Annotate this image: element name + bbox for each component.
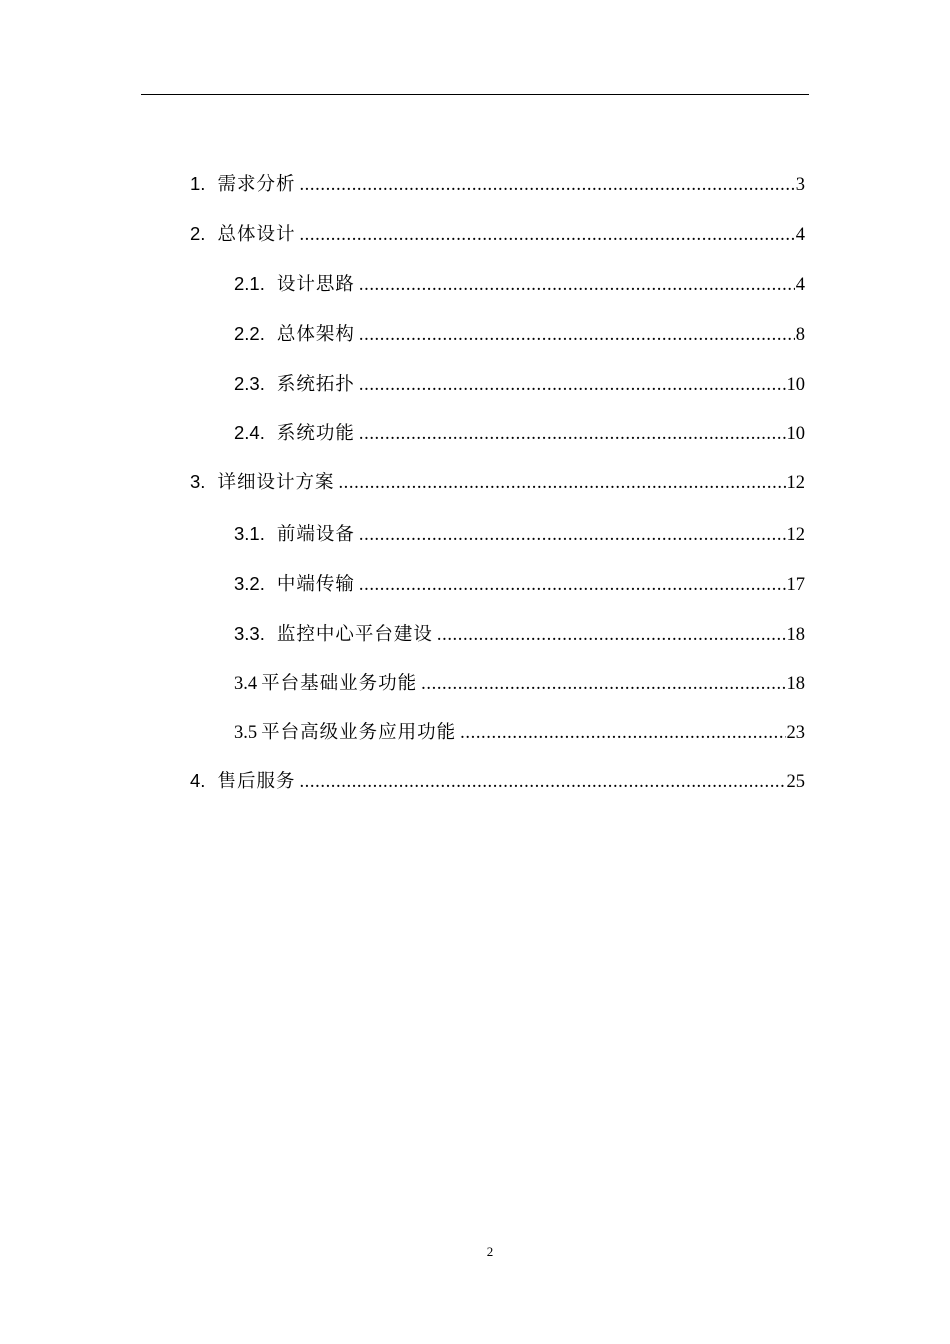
toc-entry-2-2[interactable]	[234, 322, 805, 347]
toc-entry-number: 2.3.	[234, 373, 265, 394]
toc-dot-leader	[359, 422, 786, 446]
toc-dot-leader	[437, 623, 786, 647]
toc-entry-3-4[interactable]	[234, 672, 805, 696]
toc-dot-leader	[299, 223, 794, 247]
toc-entry-number: 3.2.	[234, 573, 265, 594]
toc-entry-page: 12	[786, 525, 805, 545]
toc-entry-number: 3.3.	[234, 623, 265, 644]
toc-entry-number: 1.	[190, 173, 206, 194]
toc-entry-3-1[interactable]	[234, 522, 805, 547]
toc-entry-title: 总体设计	[217, 224, 296, 245]
toc-entry-4[interactable]	[190, 769, 805, 794]
toc-entry-title: 监控中心平台建设	[276, 624, 433, 645]
header-rule	[141, 94, 809, 95]
toc-entry-title: 中端传输	[276, 574, 355, 595]
toc-entry-page: 3	[795, 175, 805, 195]
toc-entry-3-2[interactable]	[234, 572, 805, 597]
toc-entry-3-3[interactable]	[234, 622, 805, 647]
toc-dot-leader	[359, 323, 795, 347]
toc-entry-title: 总体架构	[276, 324, 355, 345]
toc-entry-number: 3.5	[234, 723, 258, 743]
toc-entry-number: 3.1.	[234, 523, 265, 544]
toc-dot-leader	[359, 523, 786, 547]
toc-entry-number: 2.1.	[234, 273, 265, 294]
toc-entry-page: 25	[786, 772, 805, 792]
toc-entry-title: 设计思路	[276, 274, 355, 295]
toc-entry-3[interactable]	[190, 470, 805, 495]
toc-dot-leader	[338, 471, 785, 495]
toc-entry-number: 3.4	[234, 674, 258, 694]
toc-entry-page: 4	[795, 225, 805, 245]
toc-entry-title: 平台高级业务应用功能	[261, 722, 457, 743]
toc-entry-page: 8	[795, 325, 805, 345]
toc-dot-leader	[359, 273, 795, 297]
toc-entry-title: 系统拓扑	[276, 374, 355, 395]
toc-entry-title: 需求分析	[217, 174, 296, 195]
toc-entry-number: 2.4.	[234, 422, 265, 443]
toc-dot-leader	[359, 373, 786, 397]
toc-entry-2-1[interactable]	[234, 272, 805, 297]
toc-entry-page: 18	[786, 625, 805, 645]
toc-entry-number: 2.	[190, 223, 206, 244]
toc-entry-title: 平台基础业务功能	[261, 673, 418, 694]
toc-entry-1[interactable]	[190, 172, 805, 197]
toc-entry-number: 2.2.	[234, 323, 265, 344]
toc-entry-page: 12	[786, 473, 805, 493]
toc-entry-2-4[interactable]	[234, 421, 805, 446]
toc-entry-title: 详细设计方案	[217, 472, 335, 493]
toc-dot-leader	[460, 721, 785, 745]
toc-entry-3-5[interactable]	[234, 721, 805, 745]
toc-dot-leader	[299, 770, 785, 794]
toc-entry-2[interactable]	[190, 222, 805, 247]
toc-entry-page: 18	[786, 674, 805, 694]
toc-dot-leader	[299, 173, 794, 197]
toc-entry-page: 10	[786, 424, 805, 444]
toc-entry-number: 3.	[190, 471, 206, 492]
toc-entry-number: 4.	[190, 770, 206, 791]
footer-page-number: 2	[486, 1244, 494, 1259]
toc-entry-page: 4	[795, 275, 805, 295]
toc-entry-title: 售后服务	[217, 771, 296, 792]
toc-dot-leader	[421, 672, 785, 696]
toc-entry-title: 系统功能	[276, 423, 355, 444]
toc-entry-page: 17	[786, 575, 805, 595]
toc-entry-page: 23	[786, 723, 805, 743]
toc-entry-page: 10	[786, 375, 805, 395]
toc-dot-leader	[359, 573, 786, 597]
toc-entry-2-3[interactable]	[234, 372, 805, 397]
toc-entry-title: 前端设备	[276, 524, 355, 545]
